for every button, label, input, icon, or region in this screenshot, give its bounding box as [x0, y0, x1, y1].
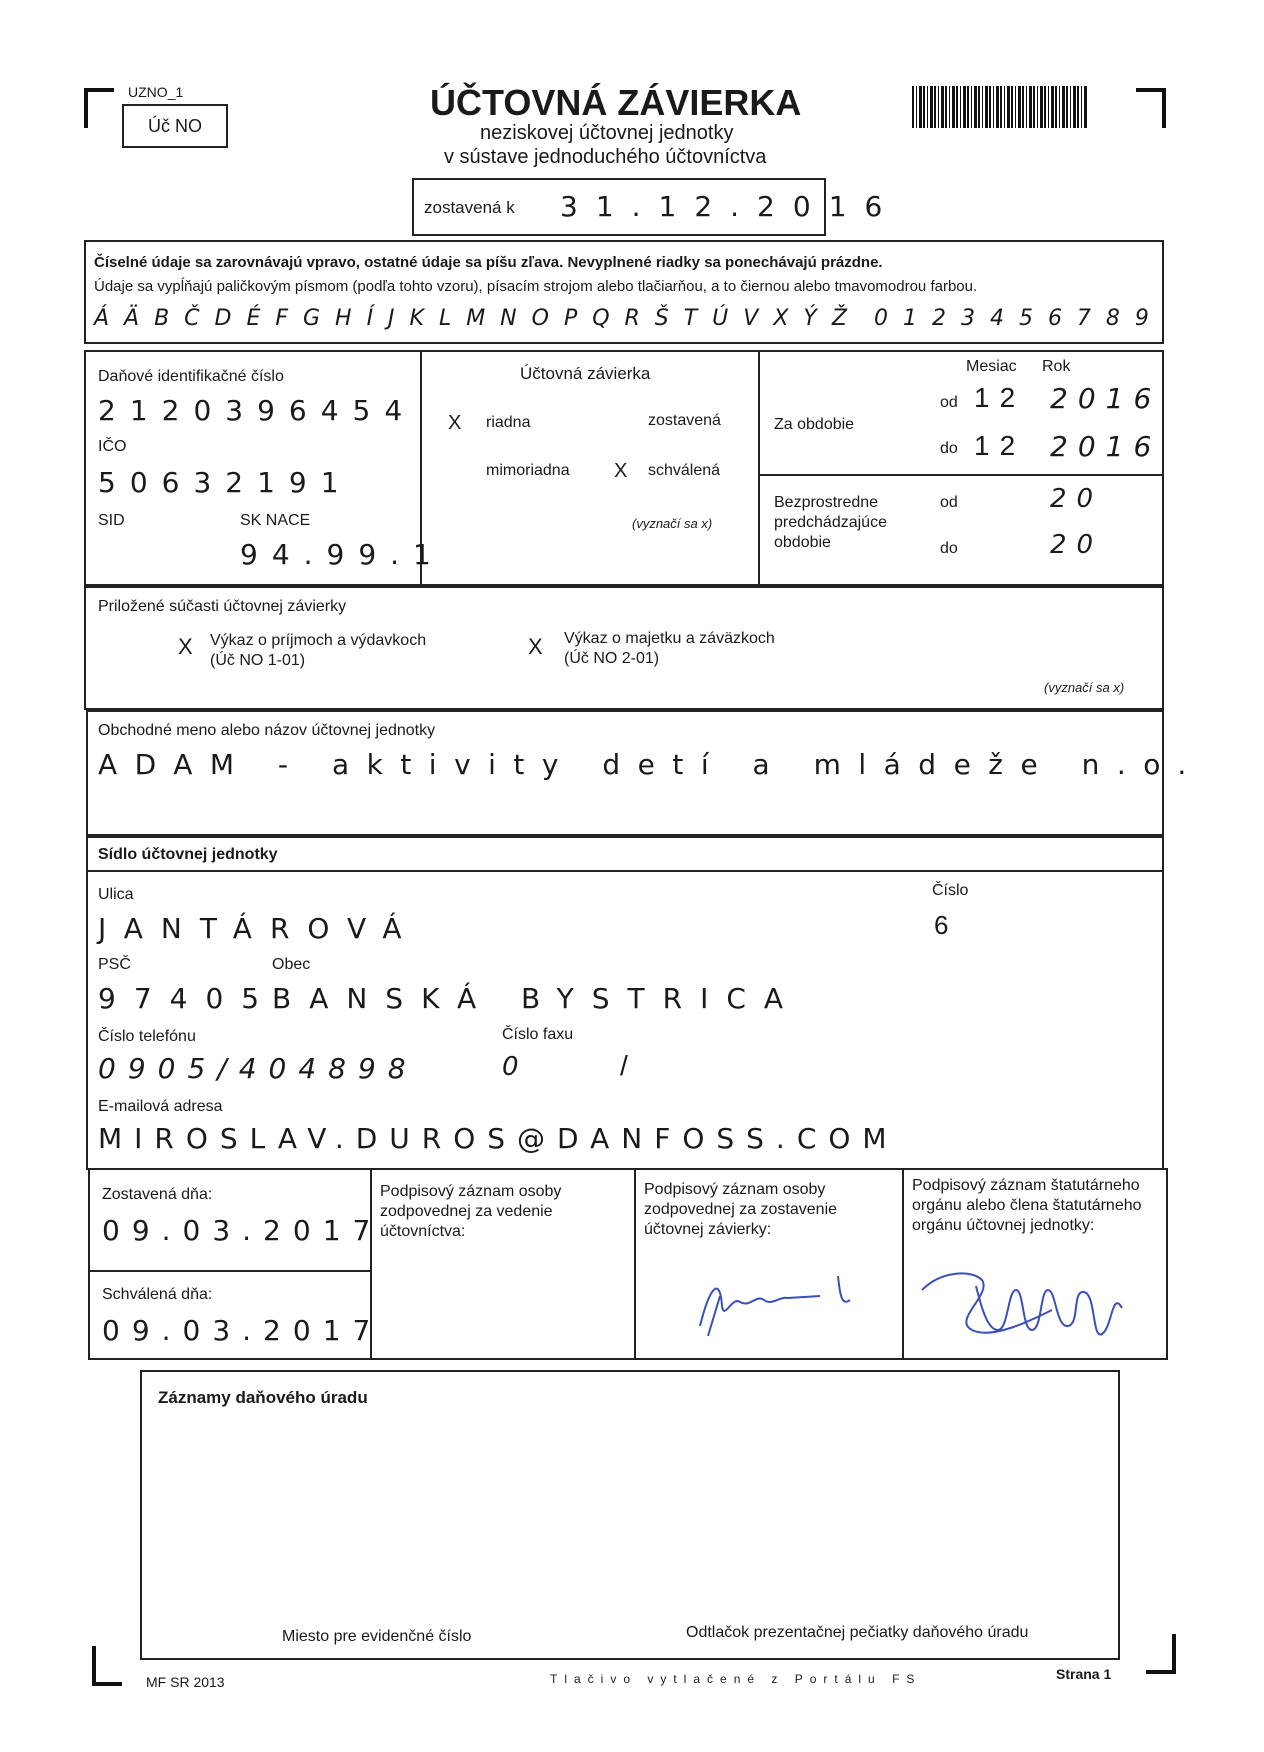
corner-mark-bottom-right — [1146, 1634, 1176, 1674]
prev-period-label-2: predchádzajúce — [774, 514, 887, 531]
attachment-1-line-2: (Úč NO 1-01) — [210, 652, 306, 669]
statutory-signature — [912, 1250, 1162, 1350]
period-from-month: 12 — [974, 382, 1026, 413]
street-label: Ulica — [98, 886, 134, 903]
riadna-checkbox[interactable]: X — [448, 412, 462, 434]
footer-printed-from: Tlačivo vytlačené z Portálu FS — [550, 1672, 922, 1686]
prev-od: od — [940, 494, 958, 511]
signature-compiler-label: Podpisový záznam osoby zodpovednej za zostavenie účtovnej závierky: — [644, 1181, 838, 1238]
sid-label: SID — [98, 512, 125, 529]
instructions-line-2: Údaje sa vypĺňajú paličkovým písmom (podľa tohto vzoru), písacím strojom alebo tlačiarňou, a to čiernou alebo tmavomodrou farbou. — [94, 278, 978, 295]
fax-prefix: 0 — [502, 1052, 519, 1082]
phone-value: 0905/404898 — [98, 1052, 418, 1085]
address-box — [86, 836, 1164, 1170]
signature-accounting-label: Podpisový záznam osoby zodpovednej za vedenie účtovníctva: — [380, 1183, 562, 1240]
instructions-line-1: Číselné údaje sa zarovnávajú vpravo, ostatné údaje sa píšu zľava. Nevyplnené riadky sa ponechávajú prázdne. — [94, 254, 883, 271]
fax-label: Číslo faxu — [502, 1026, 574, 1043]
riadna-label: riadna — [486, 414, 531, 431]
corner-mark-top-left — [84, 88, 114, 128]
period-label: Za obdobie — [774, 416, 855, 433]
period-from-year: 2016 — [1050, 382, 1162, 415]
prev-period-label-1: Bezprostredne — [774, 494, 879, 511]
street-value: JANTÁROVÁ — [98, 912, 420, 945]
subtitle-2: v sústave jednoduchého účtovníctva — [444, 146, 767, 168]
attachments-box — [84, 586, 1164, 710]
period-to-month: 12 — [974, 430, 1026, 461]
form-type-box — [122, 104, 228, 148]
number-value: 6 — [934, 910, 949, 940]
compiler-signature — [660, 1266, 880, 1346]
entity-name-label: Obchodné meno alebo názov účtovnej jednotky — [98, 722, 436, 739]
compiled-date-box — [412, 178, 901, 236]
attachment-1-checkbox[interactable]: X — [178, 634, 193, 659]
dic-label: Daňové identifikačné číslo — [98, 368, 284, 385]
month-label: Mesiac — [966, 358, 1017, 375]
tax-office-box — [140, 1370, 1120, 1660]
address-section-label: Sídlo účtovnej jednotky — [98, 846, 278, 863]
psc-value: 97405 — [98, 982, 278, 1015]
form-code: UZNO_1 — [128, 84, 184, 100]
corner-mark-bottom-left — [92, 1646, 122, 1686]
prev-do: do — [940, 540, 958, 557]
footer-page-number: Strana 1 — [1056, 1666, 1112, 1682]
email-label: E-mailová adresa — [98, 1098, 223, 1115]
instructions-box — [84, 240, 1164, 344]
obec-label: Obec — [272, 956, 311, 973]
signatures-box — [88, 1168, 1168, 1360]
tax-office-number-label: Miesto pre evidenčné číslo — [282, 1628, 472, 1645]
period-to-year: 2016 — [1050, 430, 1162, 463]
compiled-date: 31.12.2016 — [560, 190, 901, 223]
sknace-label: SK NACE — [240, 512, 311, 529]
phone-label: Číslo telefónu — [98, 1028, 196, 1045]
footer-form-version: MF SR 2013 — [146, 1674, 225, 1690]
schvalena-label: schválená — [648, 462, 721, 479]
prev-period-label-3: obdobie — [774, 534, 831, 551]
tax-office-label: Záznamy daňového úradu — [158, 1388, 368, 1407]
compiled-label: zostavená k — [424, 198, 515, 217]
sample-letters: Á Ä B Č D É F G H Í J K L M N O P Q R Š T Ú V X Ý Ž — [94, 306, 851, 331]
attachment-2-line-1: Výkaz o majetku a záväzkoch — [564, 630, 775, 647]
compiled-on-label: Zostavená dňa: — [102, 1186, 213, 1203]
corner-mark-top-right — [1136, 88, 1166, 128]
schvalena-checkbox[interactable]: X — [614, 460, 628, 482]
attachments-label: Priložené súčasti účtovnej závierky — [98, 598, 347, 615]
compiled-on-date: 09.03.2017 — [102, 1214, 383, 1247]
email-value: MIROSLAV.DUROS@DANFOSS.COM — [98, 1122, 899, 1155]
statement-label: Účtovná závierka — [520, 364, 651, 383]
form-type-label: Úč NO — [148, 115, 202, 136]
period-do: do — [940, 440, 958, 457]
page-title: ÚČTOVNÁ ZÁVIERKA — [430, 82, 802, 123]
ico-value: 50632191 — [98, 466, 353, 499]
prev-from-year: 20 — [1050, 484, 1104, 514]
attachment-2-line-2: (Úč NO 2-01) — [564, 650, 660, 667]
statement-note: (vyznačí sa x) — [632, 516, 713, 531]
attachment-1-line-1: Výkaz o príjmoch a výdavkoch — [210, 632, 427, 649]
ico-label: IČO — [98, 438, 127, 455]
approved-on-label: Schválená dňa: — [102, 1286, 213, 1303]
number-label: Číslo — [932, 882, 969, 899]
identification-box — [84, 350, 1164, 586]
entity-name-value: ADAM - aktivity detí a mládeže n.o. — [98, 748, 1204, 781]
dic-value: 2120396454 — [98, 394, 417, 427]
zostavena-label: zostavená — [648, 412, 721, 429]
prev-to-year: 20 — [1050, 530, 1104, 560]
period-od: od — [940, 394, 958, 411]
barcode — [912, 86, 1088, 128]
sample-digits: 0 1 2 3 4 5 6 7 8 9 — [874, 306, 1153, 331]
signature-statutory-label: Podpisový záznam štatutárneho orgánu alebo člena štatutárneho orgánu účtovnej jednotky: — [912, 1177, 1142, 1234]
obec-value: BANSKÁ BYSTRICA — [272, 982, 802, 1015]
fax-separator: / — [620, 1050, 628, 1081]
year-label: Rok — [1042, 358, 1071, 375]
attachments-note: (vyznačí sa x) — [1044, 680, 1125, 695]
entity-name-box — [86, 710, 1204, 836]
attachment-2-checkbox[interactable]: X — [528, 634, 543, 659]
mimoriadna-label: mimoriadna — [486, 462, 570, 479]
approved-on-date: 09.03.2017 — [102, 1314, 383, 1347]
subtitle-1: neziskovej účtovnej jednotky — [480, 122, 734, 144]
psc-label: PSČ — [98, 956, 131, 973]
tax-office-stamp-label: Odtlačok prezentačnej pečiatky daňového úradu — [686, 1624, 1029, 1641]
sknace-value: 94.99.1 — [240, 538, 445, 571]
